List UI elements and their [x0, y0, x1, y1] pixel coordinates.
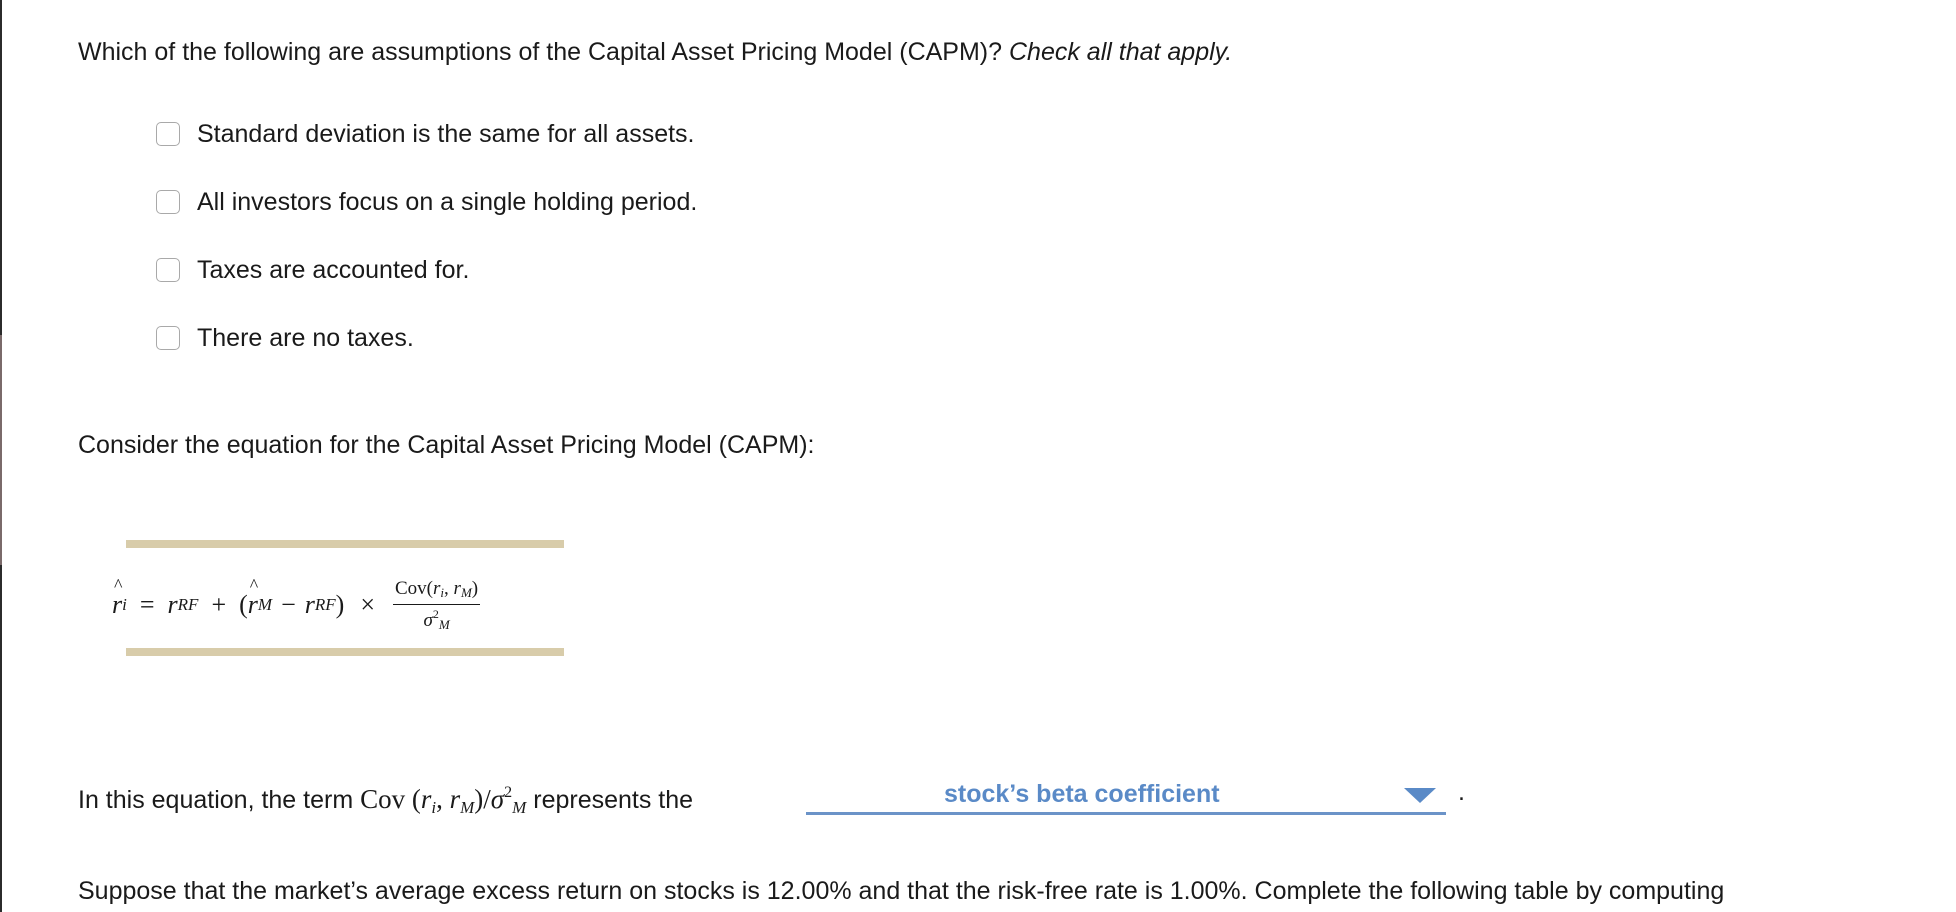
- eq-paren-open: (: [239, 590, 248, 619]
- eq-rf-sub: RF: [177, 595, 199, 614]
- dropdown-selected-value: stock’s beta coefficient: [944, 780, 1220, 808]
- chevron-down-icon[interactable]: [1404, 788, 1436, 803]
- checkbox[interactable]: [156, 258, 180, 282]
- eq-rf2-sub: RF: [314, 595, 336, 614]
- eq-fraction: [393, 578, 480, 633]
- checkbox[interactable]: [156, 326, 180, 350]
- option-single-holding-period[interactable]: [156, 187, 697, 217]
- eq-lhs: ^ r: [112, 590, 122, 620]
- question-prompt-text: Which of the following are assumptions of the Capital Asset Pricing Model (CAPM)?: [78, 38, 1003, 66]
- eq-denominator: $\sigma^2_M$: [423, 606, 450, 632]
- term-sentence-after: represents the: [526, 786, 694, 814]
- eq-plus: +: [211, 590, 227, 619]
- option-taxes-accounted[interactable]: [156, 255, 469, 285]
- option-label: Taxes are accounted for.: [197, 255, 470, 284]
- term-math: Cov ($r_i$, $r_M)/\sigma^2_M$: [360, 784, 527, 817]
- equation-intro: Consider the equation for the Capital Asset Pricing Model (CAPM):: [78, 431, 815, 459]
- option-standard-deviation[interactable]: [156, 119, 695, 149]
- eq-rf2: r: [304, 590, 315, 619]
- option-label: All investors focus on a single holding period.: [197, 187, 698, 216]
- equation-bottom-bar: [126, 648, 564, 656]
- option-label: Standard deviation is the same for all assets.: [197, 119, 695, 148]
- question3-text: Suppose that the market’s average excess return on stocks is 12.00% and that the risk-free rate is 1.00%. Complete the following table by computing: [78, 877, 1725, 905]
- option-label: There are no taxes.: [197, 323, 414, 352]
- beta-dropdown[interactable]: [806, 776, 1446, 815]
- capm-equation: [112, 570, 480, 640]
- left-border-accent: [0, 335, 2, 565]
- eq-times: ×: [360, 590, 375, 619]
- eq-rm: ^ r: [248, 590, 258, 620]
- eq-minus: −: [281, 590, 296, 619]
- eq-paren-close: ): [335, 590, 345, 619]
- question-prompt: [78, 37, 1232, 67]
- equation-top-bar: [126, 540, 564, 548]
- sentence-period: .: [1458, 778, 1465, 806]
- eq-rm-sub: M: [257, 595, 273, 614]
- eq-rf: r: [167, 590, 178, 619]
- eq-numerator: $Cov(r_i$, $r_M$): [393, 578, 480, 605]
- term-sentence-before: In this equation, the term: [78, 786, 361, 814]
- checkbox[interactable]: [156, 122, 180, 146]
- eq-equals: =: [139, 590, 155, 619]
- eq-lhs-sub: i: [122, 595, 127, 614]
- question-instruction: Check all that apply.: [1008, 38, 1233, 66]
- option-no-taxes[interactable]: [156, 323, 414, 353]
- term-sentence: [78, 778, 693, 823]
- checkbox[interactable]: [156, 190, 180, 214]
